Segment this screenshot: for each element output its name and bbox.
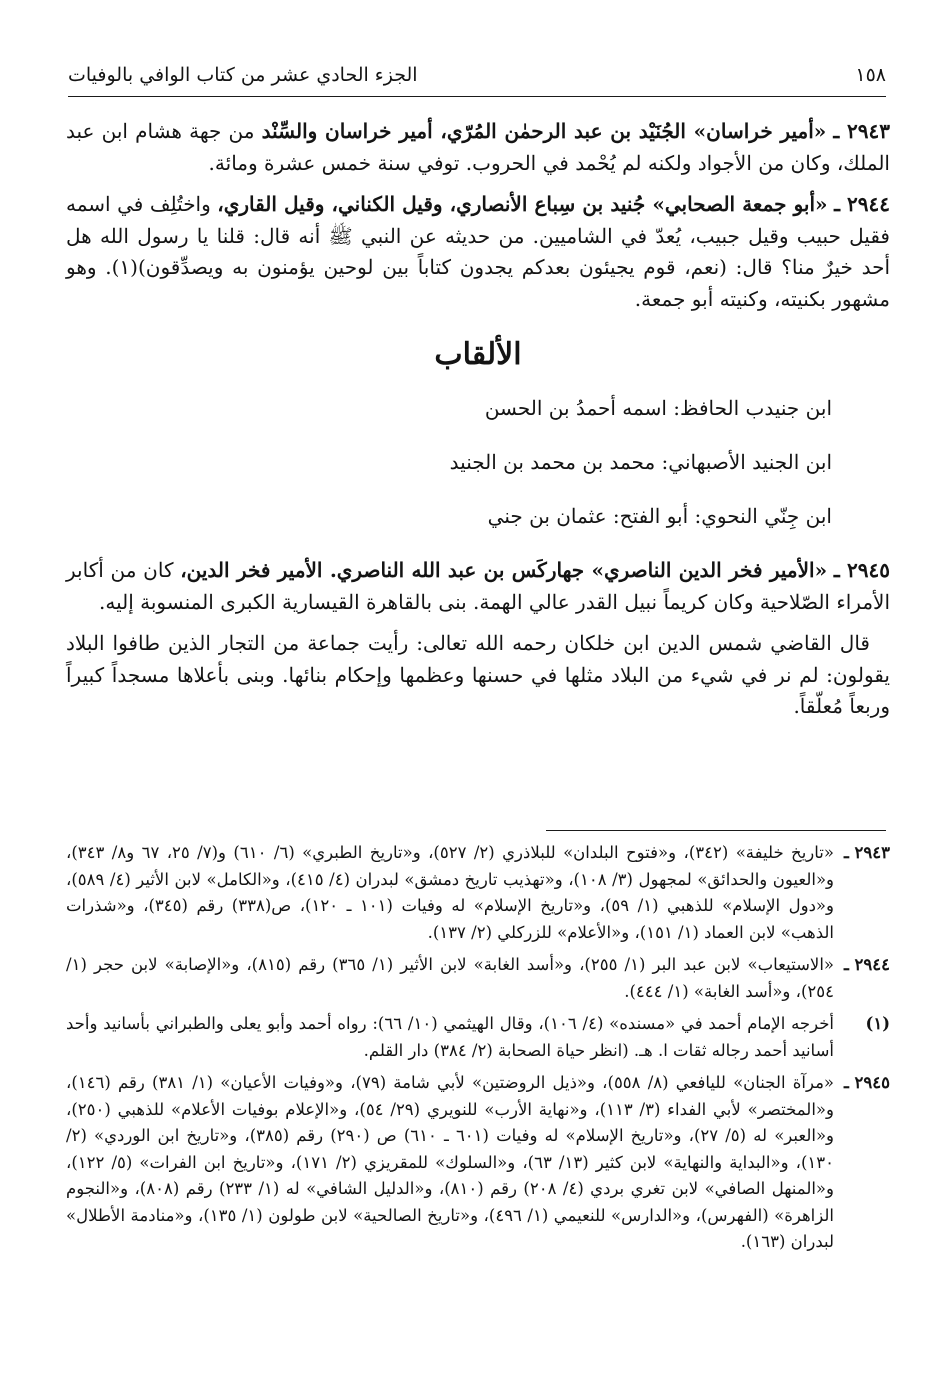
entry-text: واختُلِف في اسمه فقيل حبيب وقيل جبيب، يُعدّ في الشاميين. من حديثه عن النبي ﷺ أنه قال: قلنا يا رسول الله هل أحد خيرٌ منا؟ قال: (نعم، قوم يجيئون بعدكم يجدون كتاباً بين لوحين يؤمنون به ويصدِّقون)(١). وهو مشهور بكنيته، وكنيته أبو جمعة. — [66, 192, 891, 311]
running-title: الجزء الحادي عشر من كتاب الوافي بالوفيات — [68, 64, 418, 86]
running-header — [68, 58, 886, 92]
entry-number: ٢٩٤٤ ـ — [834, 192, 891, 216]
footnote — [66, 1011, 890, 1064]
footnote-number: ٢٩٤٤ ـ — [843, 955, 890, 974]
entry-heading: «أبو جمعة الصحابي» جُنيد بن سِباع الأنصاري، وقيل الكناني، وقيل القاري، — [217, 192, 828, 216]
footnote — [66, 1070, 890, 1256]
laqab-item: ابن الجنيد الأصبهاني: محمد بن محمد بن الجنيد — [449, 450, 832, 474]
footnote — [66, 952, 890, 1005]
biography-entry-2943 — [66, 116, 890, 179]
footnote-text: «الاستيعاب» لابن عبد البر (١/ ٢٥٥)، و«أسد الغابة» لابن الأثير (١/ ٣٦٥) رقم (٨١٥)، و«الإصابة» لابن حجر (١/ ٢٥٤)، و«أسد الغابة» (١/ ٤٤٤). — [66, 955, 834, 1001]
footnote-text: «مرآة الجنان» لليافعي (٨/ ٥٥٨)، و«ذيل الروضتين» لأبي شامة (٧٩)، و«وفيات الأعيان» (١/ ٣٨١) رقم (١٤٦)، و«المختصر» لأبي الفداء (٣/ ١١٣)، و«نهاية الأرب» للنويري (٢٩/ ٥٤)، و«الإعلام بوفيات الأعلام» للذهبي (٢٥٠)، و«العبر» له (٥/ ٢٧)، و«تاريخ الإسلام» له وفيات (٦٠١ ـ ٦١٠) ص (٢٩٠) رقم (٣٨٥)، و«تاريخ ابن الوردي» (٢/ ١٣٠)، و«البداية والنهاية» لابن كثير (١٣/ ٦٣)، و«السلوك» للمقريزي (٢/ ١٧١)، و«تاريخ ابن الفرات» (٥/ ١٢٢)، و«المنهل الصافي» لابن تغري بردي (٤/ ٢٠٨) رقم (٨١٠)، و«الدليل الشافي» له (١/ ٢٣٣) رقم (٨٠٨)، و«النجوم الزاهرة» (الفهرس)، و«الدارس» للنعيمي (١/ ٤٩٦)، و«تاريخ الصالحية» لابن طولون (١/ ١٣٥)، و«منادمة الأطلال» لبدران (١٦٣). — [66, 1073, 835, 1251]
footnote — [66, 840, 890, 946]
footnote-number: (١) — [865, 1014, 890, 1033]
page-number: ١٥٨ — [855, 64, 886, 86]
entry-quote: قال القاضي شمس الدين ابن خلكان رحمه الله تعالى: رأيت جماعة من التجار الذين طافوا البلاد يقولون: لم نر في شيء من البلاد مثلها في حسنها وعظمها وإحكام بنائها. وبنى بأعلاها مسجداً كبيراً وربعاً مُعلّقاً. — [66, 631, 890, 718]
footnote-text: أخرجه الإمام أحمد في «مسنده» (٤/ ١٠٦)، وقال الهيثمي (١٠/ ٦٦): رواه أحمد وأبو يعلى والطبراني بأسانيد وأحد أسانيد أحمد رجاله ثقات ا. هـ. (انظر حياة الصحابة (٢/ ٣٨٤) دار القلم. — [66, 1014, 835, 1060]
entry-text: من جهة هشام ابن عبد الملك، وكان من الأجواد ولكنه لم يُحْمد في الحروب. توفي سنة خمس عشرة ومائة. — [66, 119, 890, 175]
main-text — [66, 116, 890, 723]
footnote-text: «تاريخ خليفة» (٣٤٢)، و«فتوح البلدان» للبلاذري (٢/ ٥٢٧)، و«تاريخ الطبري» (٦/ ٦١٠) و(٧/ ٢٥، ٦٧ و٨/ ٣٤٣)، و«العيون والحدائق» لمجهول (٣/ ١٠٨)، و«تهذيب تاريخ دمشق» لبدران (٤/ ٤١٥)، و«الكامل» لابن الأثير (٤/ ٥٨٩)، و«دول الإسلام» للذهبي (١/ ٥٩)، و«تاريخ الإسلام» له وفيات (١٠١ ـ ١٢٠)، ص(٣٣٨) رقم (٣٤٥)، و«شذرات الذهب» لابن العماد (١/ ١٥١)، و«الأعلام» للزركلي (٢/ ١٣٧). — [66, 843, 835, 942]
entry-text: كان من أكابر الأمراء الصّلاحية وكان كريماً نبيل القدر عالي الهمة. بنى بالقاهرة القيسارية الكبرى المنسوبة إليه. — [66, 558, 890, 614]
entry-number: ٢٩٤٥ ـ — [833, 558, 890, 582]
laqab-item: ابن جِنّي النحوي: أبو الفتح: عثمان بن جني — [487, 504, 832, 528]
entry-heading: «أمير خراسان» الجُنَيْد بن عبد الرحمٰن المُرّي، أمير خراسان والسِّنْد — [261, 119, 827, 143]
footnote-divider — [546, 830, 886, 831]
laqab-item: ابن جنيدب الحافظ: اسمه أحمدُ بن الحسن — [484, 396, 832, 420]
entry-heading: «الأمير فخر الدين الناصري» جهاركَس بن عبد الله الناصري. الأمير فخر الدين، — [180, 558, 828, 582]
section-title: الألقاب — [434, 337, 522, 372]
header-divider — [68, 96, 886, 97]
footnote-number: ٢٩٤٥ ـ — [843, 1073, 890, 1092]
biography-entry-2945 — [66, 555, 890, 618]
footnote-number: ٢٩٤٣ ـ — [843, 843, 890, 862]
biography-entry-2944 — [66, 189, 890, 315]
entry-number: ٢٩٤٣ ـ — [833, 119, 890, 143]
footnotes — [66, 840, 890, 1262]
